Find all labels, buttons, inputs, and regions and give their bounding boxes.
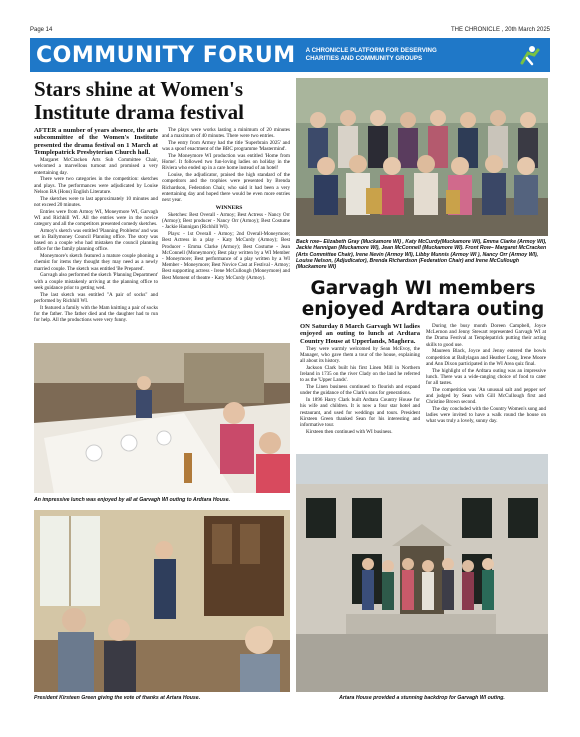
article1-paragraph: The Moneymore WI production was entitled 'Home from Home'. It followed two fun-loving ladies on holiday in the Riviera who ended up in a care home instead of an hotel!	[162, 153, 290, 172]
article2-paragraph: In 1896 Harry Clark built Ardtara Country House for his wife and children. It is now a four star hotel and restaurant, and used for weddings and tours. President Kirsteen Green thanked Sean for his interesting and informative tour.	[300, 397, 420, 429]
article2-column-1	[300, 323, 420, 449]
article1-paragraph: Moneymore's sketch featured a mature couple phoning a chemist for items they thought they may need as a newly married couple. The sketch was entitled 'Be Prepared'.	[34, 253, 158, 272]
lunch-photo-caption: An impressive lunch was enjoyed by all at Garvagh WI outing to Ardtara House.	[34, 497, 231, 503]
article2-paragraph: Maureen Black, Joyce and Jenny entered the bowls competition at Ballylagan and Heather Long, Irene Moore and Ann Dixon participated in the WI Area quiz final.	[426, 348, 546, 367]
article2-paragraph: Kirsteen then continued with WI business.	[306, 428, 393, 435]
article1-paragraph: It featured a family with the Mam knitting a pair of socks for the father. The father died and the daughter had to run for help. All the productions were very funny.	[34, 304, 158, 324]
page-header	[30, 24, 550, 36]
banner-subtitle: A CHRONICLE PLATFORM FOR DESERVING CHARITIES AND COMMUNITY GROUPS	[305, 47, 437, 62]
article2-headline: Garvagh WI members enjoyed Ardtara outing	[301, 278, 545, 320]
article1-column-2	[162, 127, 290, 337]
group-photo	[296, 78, 548, 236]
article1-paragraph: Margaret McCracken Arts Sub Committee Chair, welcomed a marvellous turnout and promised a very entertaining day.	[34, 157, 158, 176]
winners-heading: WINNERS	[215, 205, 243, 212]
article1-paragraph: Entries were from Armoy WI, Moneymore WI, Garvagh WI and Richhill WI. All the entries were in the novice category and all the competitors presented comedy sketches.	[34, 208, 158, 228]
figure-icon	[518, 44, 540, 66]
president-photo-caption: President Kirsteen Green giving the vote of thanks at Artara House.	[34, 695, 201, 701]
article1-paragraph: There were two categories in the competition: sketches and plays. The performances were adjudicated by Louise Nelson BA (Hons) English Literature.	[34, 176, 158, 195]
lunch-photo	[34, 343, 290, 493]
winners-sketches: Sketches: Best Overall - Armoy; Best Actress - Nancy Orr (Armoy); Best producer - Nancy Orr (Armoy); Best Costume - Jackie Hannigan (Richhill WI).	[162, 212, 290, 231]
article2-paragraph: The day concluded with the Country Women's song and ladies were invited to have a walk round the house on what was truly a lovely, sunny day.	[426, 406, 546, 425]
article2-paragraph: The highlight of the Ardtara outing was an impressive lunch. There was a wide-ranging choice of food to cater for all tastes.	[426, 367, 546, 387]
article1-paragraph: Louise, the adjudicator, praised the high standard of the competitors and the trophies were presented by Brenda Richardson, Federation Chair, who said it had been a very entertaining day and hoped there would be even more entries next year.	[162, 172, 290, 204]
article1-headline: Stars shine at Women's Institute drama festival	[34, 77, 244, 124]
house-photo	[296, 454, 548, 692]
banner-title: COMMUNITY FORUM	[36, 42, 296, 68]
winners-plays: Plays: - 1st Overall - Armoy; 2nd Overall-Moneymore; Best Actress in a play - Katy McCurdy (Armoy); Best Producer - Emma Clarke (Armoy); Best Costume - Jean McConnell (Moneymore); Best play written by a WI Member - Moneymore; Best performance of a play written by a WI Member - Moneymore; Best Novice Cast at Festival - Armoy; Best supporting actress - Irene McCullough (Moneymore) and Best Moment of theatre - Katy McCurdy (Armoy).	[162, 231, 290, 281]
article1-paragraph: The entry from Armoy had the title 'Superbrain 2025' and was a spoof enactment of the BBC programme 'Mastermind'.	[162, 140, 290, 153]
president-photo	[34, 510, 290, 692]
article2-paragraph: The competition was 'An unusual salt and pepper set' and judged by Sean with Gill McCullough first and Christine Brown second.	[426, 386, 546, 406]
article2-lead: ON Saturday 8 March Garvagh WI ladies enjoyed an outing to lunch at Ardtara Country House at Upperlands, Maghera.	[300, 323, 420, 345]
article2-paragraph: Jackson Clark built his first Linen Mill in Northern Ireland in 1735 on the river Clady on the land he referred to as the 'Upper Lands'.	[300, 365, 420, 384]
article1-paragraph: The last sketch was entitled "A pair of socks" and performed by Richhill WI.	[34, 291, 158, 304]
group-photo-caption: Back row– Elizabeth Gray (Muckamore WI) , Katy McCurdy(Muckamore WI), Emma Clarke (Armoy WI), Jackie Hannigan (Muckamore WI), Jean McConnell (Muckamore WI). Front Row– Margaret McCracken (Arts Committee Chair), Irene Nevin (Armoy WI), Libby Munnis (Armoy WI ), Nancy Orr (Armoy WI), Louise Nelson, (Adjudicator), Brenda Richardson (Federation Chair) and Irene McCullough (Muckamore WI)	[296, 239, 547, 271]
article1-paragraph: Garvagh also performed the sketch 'Planning Department' with a couple mistakenly arriving at the planning office to seek guidance prior to getting wed.	[34, 272, 158, 291]
article1-paragraph: The plays were works lasting a minimum of 20 minutes and a maximum of 40 minutes. There were two entries.	[162, 127, 290, 140]
article1-paragraph: The sketches were to last approximately 10 minutes and not exceed 20 minutes.	[34, 195, 158, 208]
article1-lead: AFTER a number of years absence, the arts subcommittee of the Women's Institute presented the drama festival on 1 March at Templepatrick Presbyterian Church hall.	[34, 127, 158, 157]
article2-paragraph: They were warmly welcomed by Sean McEvoy, the Manager, who gave them a tour of the house, explaining all about its history.	[300, 345, 420, 365]
article2-column-2	[426, 323, 546, 449]
masthead-date: THE CHRONICLE , 20th March 2025	[450, 27, 550, 33]
community-forum-banner	[30, 38, 550, 72]
article1-paragraph: Armoy's sketch was entitled 'Planning Problems' and was set in Ballymoney Council Planning office. The story was based on a couple who had mistaken the council planning office for the family planning office.	[34, 227, 158, 253]
house-photo-caption: Artara House provided a stunning backdrop for Garvagh WI outing.	[339, 695, 505, 701]
page-number: Page 14	[30, 27, 53, 33]
article2-paragraph: During the busy month Doreen Campbell, Joyce McLernon and Jenny Stewart represented Garvagh WI at the Drama Festival at Templepatrick putting their acting skills to good use.	[426, 323, 546, 348]
article2-paragraph: The Linen business continued to flourish and expand under the guidance of the Clark's sons for generations.	[300, 384, 420, 397]
